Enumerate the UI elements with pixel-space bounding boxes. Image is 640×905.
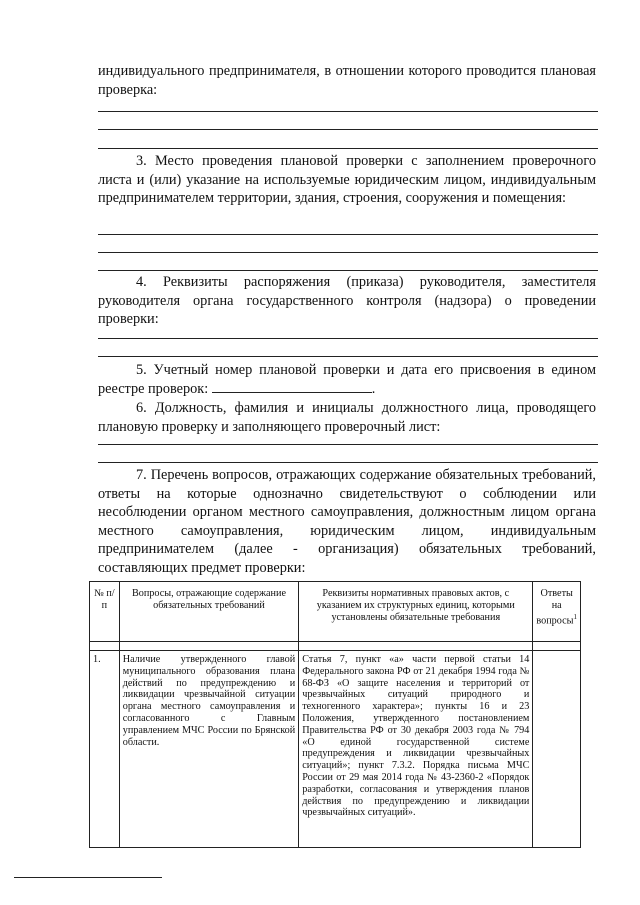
fill-line (98, 462, 598, 463)
requirements-table (89, 581, 581, 848)
fill-line (98, 129, 598, 130)
table-header-row (90, 582, 581, 642)
header-num: № п/п (90, 582, 120, 642)
header-answers-label: Ответы на вопросы (536, 588, 574, 626)
section-4-text: 4. Реквизиты распоряжения (приказа) руководителя, заместителя руководителя органа государственного контроля (надзора) о проведении проверки: (98, 274, 596, 327)
header-requisites: Реквизиты нормативных правовых актов, с указанием их структурных единиц, которыми установлены обязательные требования (299, 582, 533, 642)
row-question: Наличие утвержденного главой муниципального образования плана действий по предупреждению и ликвидации чрезвычайной ситуации органа местного самоуправления и согласованного с Главным управлением МЧС России по Брянской области. (119, 651, 299, 848)
fill-line (98, 111, 598, 112)
fill-line (98, 148, 598, 149)
fill-line (212, 380, 372, 393)
row-answer-cell[interactable] (533, 651, 581, 848)
fill-line (98, 338, 598, 339)
fill-line (98, 270, 598, 271)
intro-text: индивидуального предпринимателя, в отношении которого проводится плановая проверка: (98, 63, 596, 98)
section-3-text: 3. Место проведения плановой проверки с заполнением проверочного листа и (или) указание на используемые юридическим лицом, индивидуальным предпринимателем территории, здания, строения, сооружения и помещения: (98, 153, 596, 206)
row-num: 1. (90, 651, 120, 848)
section-6-text: 6. Должность, фамилия и инициалы должностного лица, проводящего плановую проверку и заполняющего проверочный лист: (98, 400, 596, 435)
section-7-text: 7. Перечень вопросов, отражающих содержание обязательных требований, ответы на которые однозначно свидетельствуют о соблюдении или несоблюдении органом местного самоуправления, должностным лицом органа местного самоуправления, юридическим лицом, индивидуальным предпринимателем (далее - организация) обязательных требований, составляющих предмет проверки: (98, 467, 596, 576)
row-requisites: Статья 7, пункт «а» части первой статьи 14 Федерального закона РФ от 21 декабря 1994 года № 68-ФЗ «О защите населения и территорий от чрезвычайных ситуаций природного и техногенного характера»; пункты 16 и 23 Положения, утвержденного постановлением Правительства РФ от 30 декабря 2003 года № 794 «О единой государственной системе предупреждения и ликвидации чрезвычайных ситуаций»; пункт 7.3.2. Порядка письма МЧС России от 29 мая 2014 года № 43-2360-2 «Порядок разработки, согласования и утверждения планов действия по предупреждению и ликвидации чрезвычайных ситуаций». (299, 651, 533, 848)
fill-line (98, 234, 598, 235)
section-5-end: . (371, 380, 376, 397)
header-answers (533, 582, 581, 642)
footnote-separator (14, 877, 162, 878)
fill-line (98, 444, 598, 445)
fill-line (98, 356, 598, 357)
fill-line (98, 252, 598, 253)
table-row (90, 651, 581, 848)
table-spacer-row (90, 642, 581, 651)
header-questions: Вопросы, отражающие содержание обязательных требований (119, 582, 299, 642)
section-5-text (98, 361, 596, 398)
section-5-label: 5. Учетный номер плановой проверки и дата его присвоения в едином реестре проверок: (98, 362, 596, 397)
footnote-mark: 1 (573, 612, 577, 621)
